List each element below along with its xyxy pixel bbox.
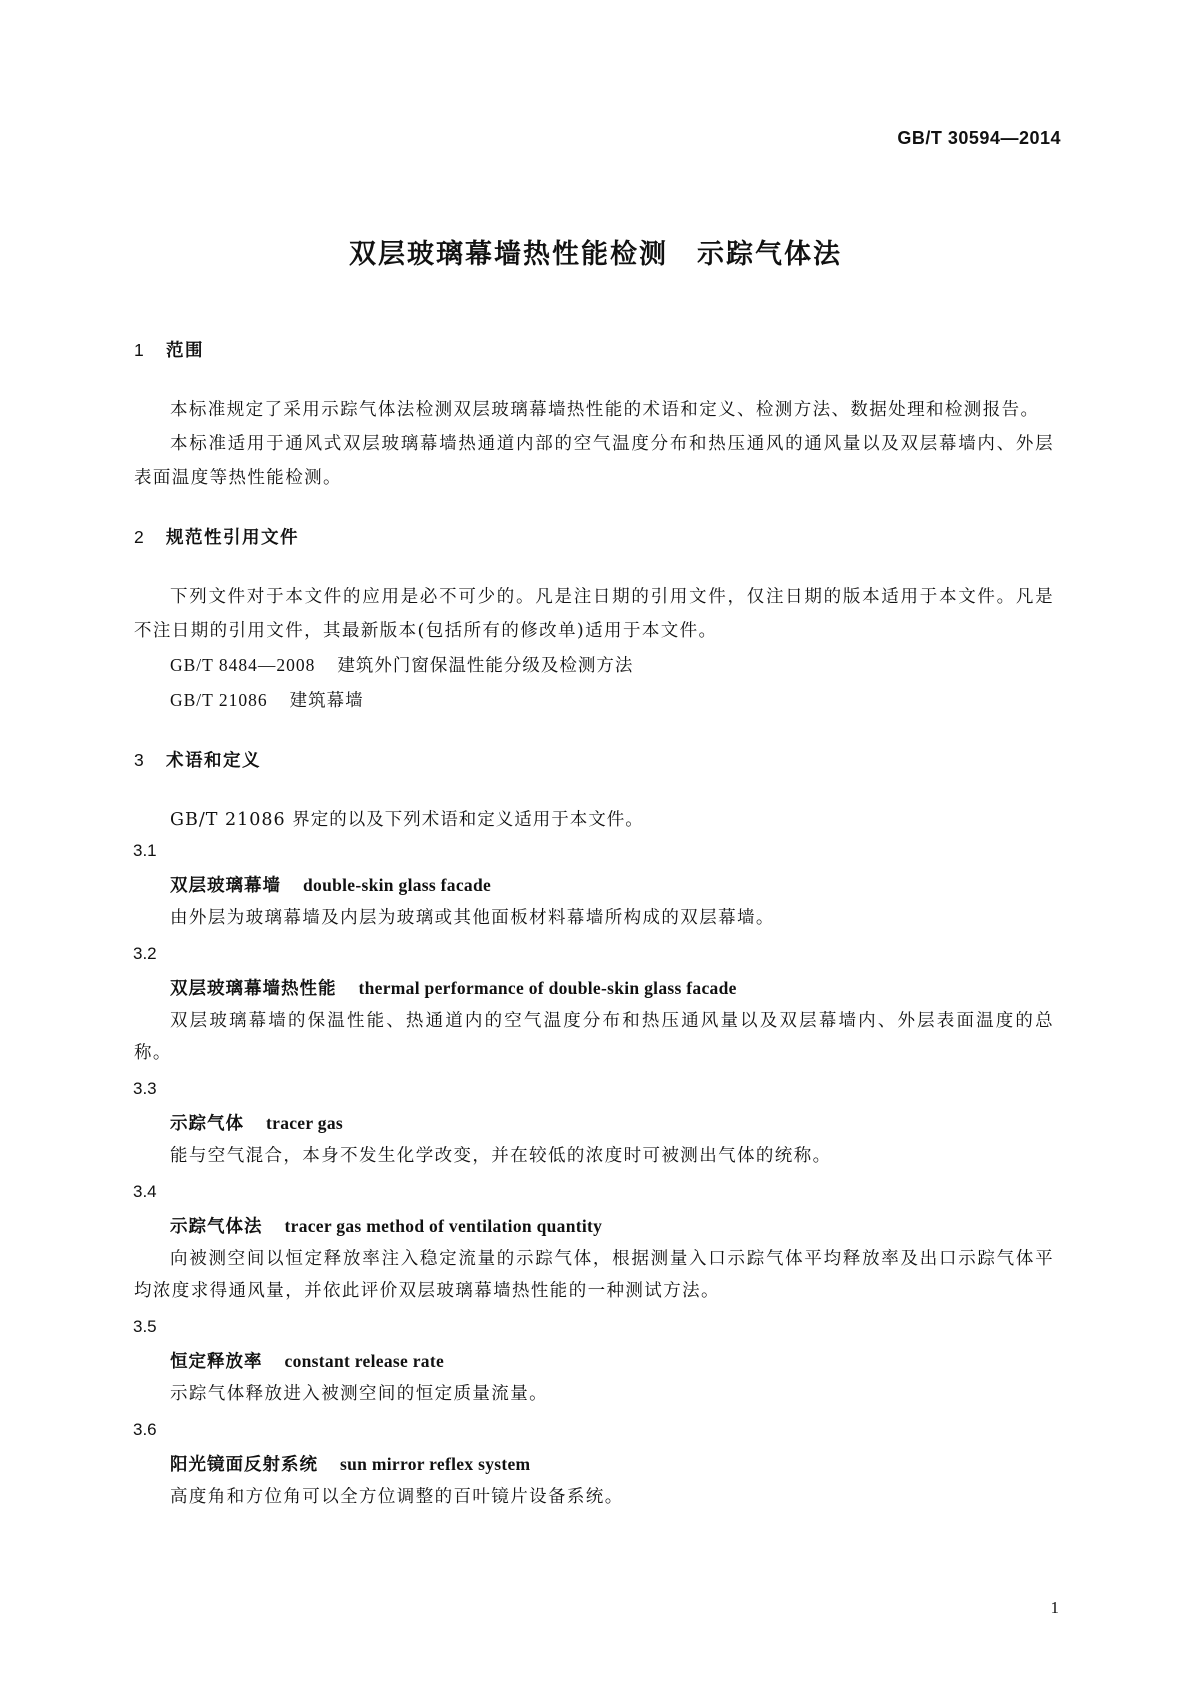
term-name [134,1448,1054,1481]
term-name [134,1210,1054,1243]
reference-code: GB/T 21086 [170,690,268,710]
reference-code: GB/T 8484—2008 [170,655,316,675]
term-en: tracer gas [266,1113,344,1133]
term-definition: 示踪气体释放进入被测空间的恒定质量流量。 [170,1384,548,1404]
term-zh: 示踪气体 [170,1114,244,1134]
reference-title: 建筑幕墙 [289,691,364,711]
section-title: 规范性引用文件 [166,528,299,548]
term-number: 3.4 [133,1182,157,1201]
term-name [134,1345,1054,1378]
term-entry [134,1313,1054,1410]
term-number: 3.2 [133,944,157,963]
document-body [134,338,1054,1519]
term-entry [134,1416,1054,1513]
term-definition: 由外层为玻璃幕墙及内层为玻璃或其他面板材料幕墙所构成的双层幕墙。 [170,908,775,928]
section-number: 3 [134,750,146,770]
reference-item [134,683,1054,718]
term-definition: 能与空气混合，本身不发生化学改变，并在较低的浓度时可被测出气体的统称。 [170,1146,832,1166]
term-zh: 阳光镜面反射系统 [170,1455,318,1475]
section-number: 2 [134,527,146,547]
term-zh: 恒定释放率 [170,1352,263,1372]
term-number: 3.3 [133,1079,157,1098]
term-zh: 双层玻璃幕墙 [170,876,281,896]
section-heading [134,748,1054,773]
term-definition: 高度角和方位角可以全方位调整的百叶镜片设备系统。 [170,1487,624,1507]
term-zh: 双层玻璃幕墙热性能 [170,979,337,999]
term-entry [134,1075,1054,1172]
paragraph: 本标准适用于通风式双层玻璃幕墙热通道内部的空气温度分布和热压通风的通风量以及双层幕墙内、外层表面温度等热性能检测。 [134,434,1054,488]
term-zh: 示踪气体法 [170,1217,263,1237]
term-name [134,1107,1054,1140]
section-heading [134,338,1054,363]
term-definition: 向被测空间以恒定释放率注入稳定流量的示踪气体，根据测量入口示踪气体平均释放率及出口示踪气体平均浓度求得通风量，并依此评价双层玻璃幕墙热性能的一种测试方法。 [134,1249,1054,1301]
term-name [134,972,1054,1005]
section-title: 范围 [166,341,204,361]
term-en: double-skin glass facade [303,875,492,895]
paragraph: 本标准规定了采用示踪气体法检测双层玻璃幕墙热性能的术语和定义、检测方法、数据处理和检测报告。 [170,400,1040,420]
term-name [134,869,1054,902]
term-definition: 双层玻璃幕墙的保温性能、热通道内的空气温度分布和热压通风量以及双层幕墙内、外层表面温度的总称。 [134,1011,1054,1063]
section-normative-references [134,525,1054,718]
term-number: 3.1 [133,841,157,860]
section-terms-definitions [134,748,1054,1513]
term-en: sun mirror reflex system [340,1454,531,1474]
term-number: 3.6 [133,1420,157,1439]
term-en: constant release rate [284,1351,445,1371]
term-entry [134,837,1054,934]
term-entry [134,1178,1054,1307]
section-scope [134,338,1054,495]
reference-title: 建筑外门窗保温性能分级及检测方法 [337,656,634,676]
term-number: 3.5 [133,1317,157,1336]
section-heading [134,525,1054,550]
term-en: thermal performance of double-skin glass facade [358,978,737,998]
document-title: 双层玻璃幕墙热性能检测 示踪气体法 [349,239,842,270]
reference-item [134,648,1054,683]
section-intro: GB/T 21086 界定的以及下列术语和定义适用于本文件。 [170,810,644,830]
term-entry [134,940,1054,1069]
standard-code: GB/T 30594—2014 [897,128,1061,148]
page-number: 1 [1050,1598,1059,1617]
term-en: tracer gas method of ventilation quantity [284,1216,603,1236]
section-number: 1 [134,340,146,360]
paragraph: 下列文件对于本文件的应用是必不可少的。凡是注日期的引用文件，仅注日期的版本适用于本文件。凡是不注日期的引用文件，其最新版本(包括所有的修改单)适用于本文件。 [134,587,1054,641]
section-title: 术语和定义 [166,751,261,771]
